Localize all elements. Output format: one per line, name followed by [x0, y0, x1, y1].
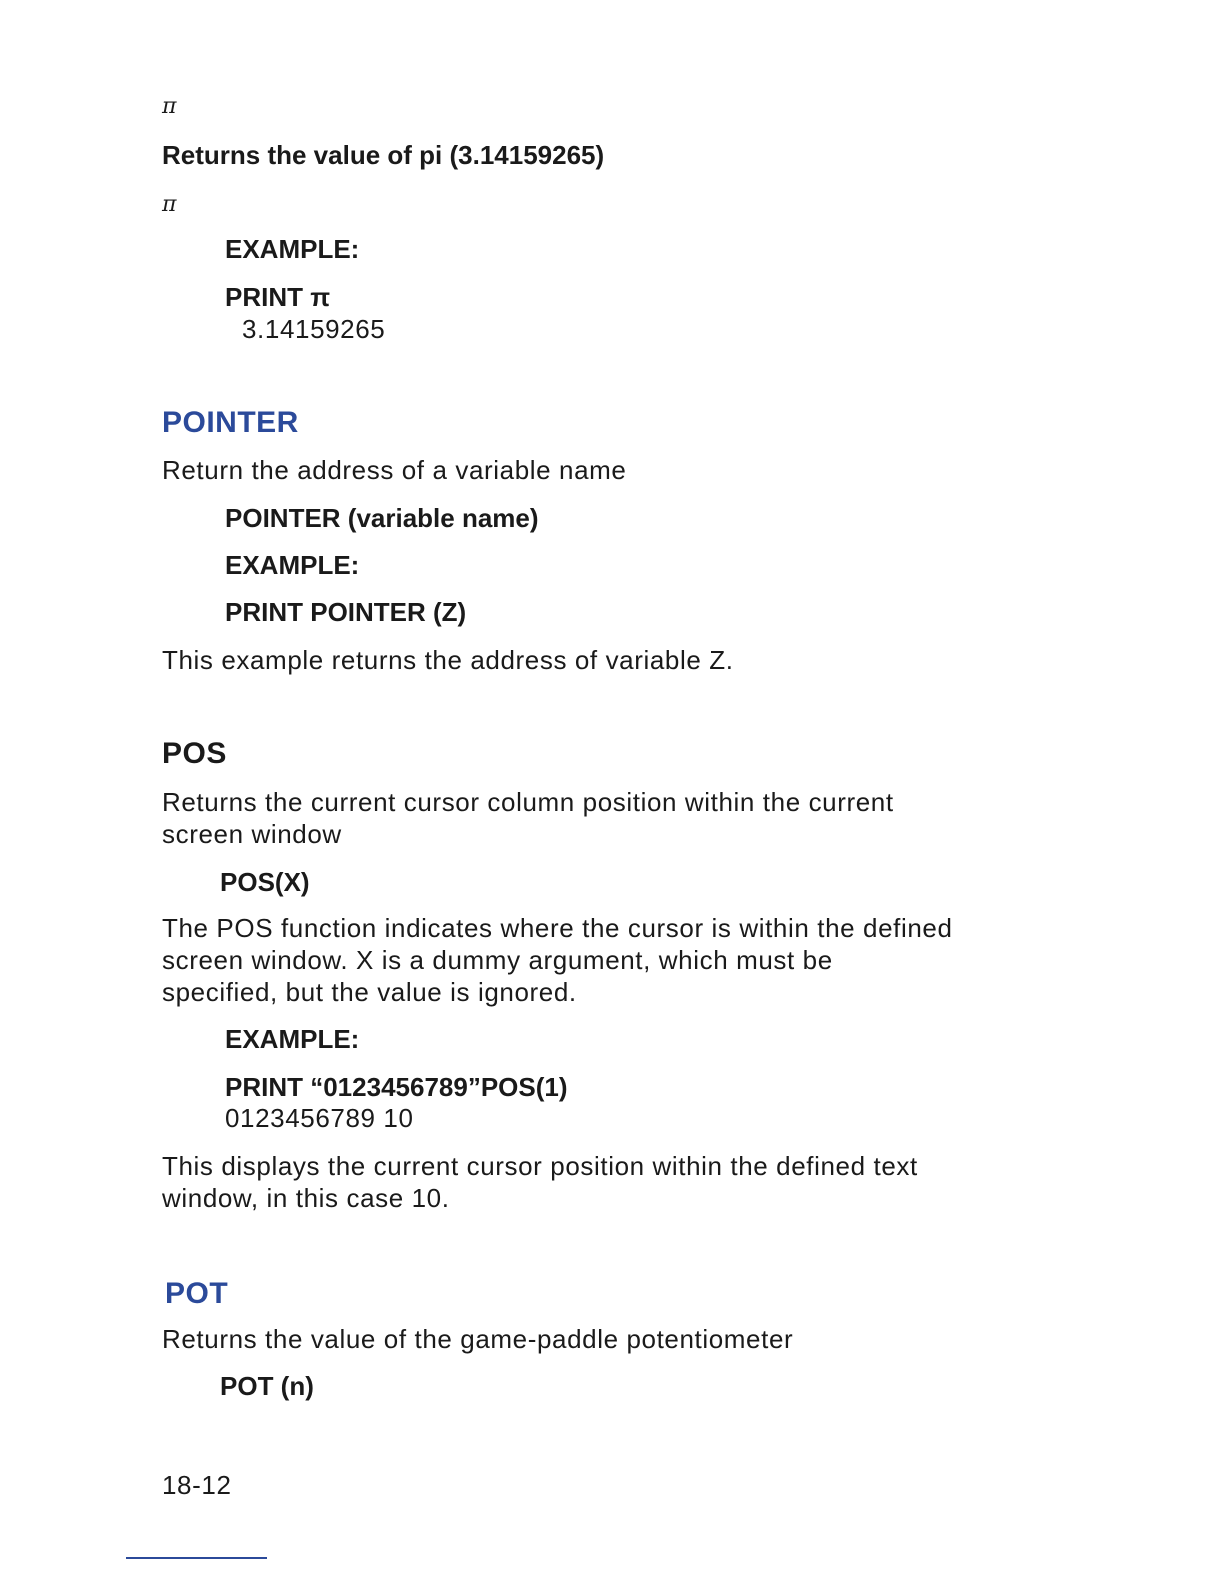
pi-symbol-heading: π: [162, 94, 177, 119]
pot-title: POT: [165, 1277, 229, 1310]
pointer-example-code: PRINT POINTER (Z): [225, 597, 467, 627]
pos-example-output: 0123456789 10: [225, 1103, 414, 1133]
pos-note-line2: window, in this case 10.: [162, 1183, 450, 1213]
page-number: 18-12: [162, 1470, 232, 1500]
pos-explain-line3: specified, but the value is ignored.: [162, 977, 577, 1007]
pot-syntax: POT (n): [220, 1371, 314, 1401]
pi-example-output: 3.14159265: [242, 314, 386, 344]
pointer-note: This example returns the address of variable Z.: [162, 645, 734, 675]
pos-example-label: EXAMPLE:: [225, 1024, 360, 1054]
pos-note-line1: This displays the current cursor position within the defined text: [162, 1151, 918, 1181]
pos-explain-line2: screen window. X is a dummy argument, which must be: [162, 945, 833, 975]
pi-example-label: EXAMPLE:: [225, 234, 360, 264]
pi-description: Returns the value of pi (3.14159265): [162, 140, 605, 170]
pot-description: Returns the value of the game-paddle potentiometer: [162, 1324, 794, 1354]
pointer-example-label: EXAMPLE:: [225, 550, 360, 580]
pi-syntax: π: [162, 192, 177, 217]
footer-rule: [126, 1557, 267, 1559]
pos-title: POS: [162, 737, 227, 770]
pos-explain-line1: The POS function indicates where the cursor is within the defined: [162, 913, 953, 943]
pos-description-line1: Returns the current cursor column position within the current: [162, 787, 894, 817]
pointer-syntax: POINTER (variable name): [225, 503, 539, 533]
pos-description-line2: screen window: [162, 819, 342, 849]
pos-example-code: PRINT “0123456789”POS(1): [225, 1072, 568, 1102]
pi-example-code: PRINT π: [225, 282, 331, 312]
pointer-title: POINTER: [162, 406, 299, 439]
pointer-description: Return the address of a variable name: [162, 455, 627, 485]
pos-syntax: POS(X): [220, 867, 310, 897]
